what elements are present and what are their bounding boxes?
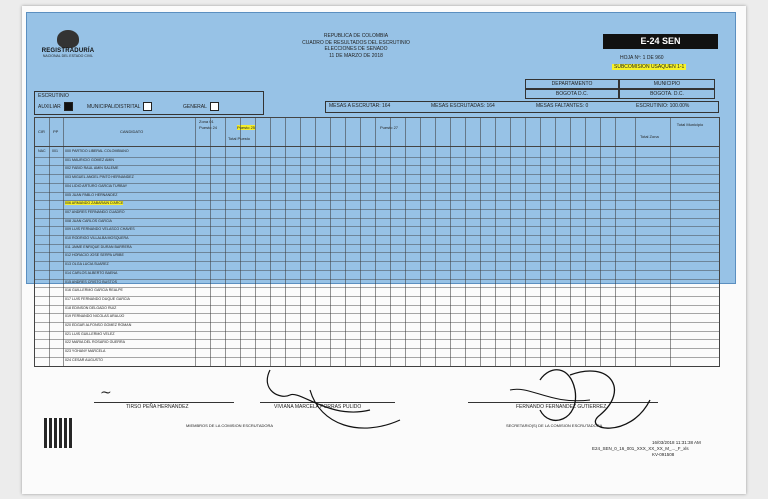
qr-code-icon bbox=[44, 418, 74, 448]
escrutinio-title: ESCRUTINIO bbox=[38, 93, 69, 99]
table-row-line bbox=[35, 244, 719, 245]
table-row-candidate: 001 MAURICIO GOMEZ AMIN bbox=[65, 157, 114, 162]
signer-3-name: FERNANDO FERNANDEZ GUTIERREZ bbox=[516, 404, 607, 410]
table-column-line bbox=[405, 118, 406, 366]
page-number: HOJA Nº: 1 DE 960 bbox=[620, 55, 664, 61]
table-column-line bbox=[195, 118, 196, 366]
table-row-candidate: 012 HORACIO JOSE SERPA URIBE bbox=[65, 253, 124, 258]
table-row-candidate: 023 YOHANY MARCELA bbox=[65, 349, 106, 354]
table-column-line bbox=[285, 118, 286, 366]
col-candidato: CANDIDATO bbox=[120, 129, 144, 134]
signer-1-name: TIRSO PEÑA HERNANDEZ bbox=[126, 404, 189, 410]
col-pp: PP bbox=[53, 129, 59, 134]
table-column-line bbox=[210, 118, 211, 366]
escrutinio-percent: ESCRUTINIO: 100.00% bbox=[636, 103, 690, 109]
table-row-line bbox=[35, 157, 719, 158]
table-column-line bbox=[670, 118, 671, 366]
table-row-candidate: 007 ANDRES FERNANDO CUADRO bbox=[65, 209, 125, 214]
table-row-candidate: 005 JUAN PABLO HERNANDEZ bbox=[65, 192, 118, 197]
zona-label: Zona 01 bbox=[199, 119, 214, 124]
form-code-badge: E-24 SEN bbox=[603, 34, 718, 49]
total-municipio-label: Total Municipio bbox=[676, 122, 704, 127]
coat-of-arms-icon bbox=[57, 30, 79, 48]
checkbox-empty-icon bbox=[143, 102, 152, 111]
table-column-line bbox=[555, 118, 556, 366]
table-column-line bbox=[540, 118, 541, 366]
puesto-25-label: Puesto 25 bbox=[237, 125, 256, 130]
table-header bbox=[35, 118, 719, 147]
table-row-line bbox=[35, 339, 719, 340]
table-row-line bbox=[35, 279, 719, 280]
signature-1: ~ bbox=[100, 385, 112, 401]
table-column-line bbox=[300, 118, 301, 366]
total-puesto-label: Total Puesto bbox=[228, 136, 251, 141]
table-row-line bbox=[35, 165, 719, 166]
table-row-candidate: 017 LUIS FERNANDO DUQUE GARCIA bbox=[65, 296, 130, 301]
results-table bbox=[34, 117, 720, 367]
col-cir: CIR bbox=[38, 129, 45, 134]
table-column-line bbox=[255, 118, 256, 366]
table-column-line bbox=[635, 118, 636, 366]
table-row-line bbox=[35, 357, 719, 358]
mesas-escrutadas: MESAS ESCRUTADAS: 164 bbox=[431, 103, 495, 109]
table-row-line bbox=[35, 331, 719, 332]
table-column-line bbox=[465, 118, 466, 366]
table-row-line bbox=[35, 200, 719, 201]
table-row-candidate: 013 OLGA LUCIA SUAREZ bbox=[65, 262, 109, 267]
puesto-24-label: Puesto 24 bbox=[199, 125, 218, 130]
table-row-line bbox=[35, 322, 719, 323]
table-row-candidate: 019 FERNANDO NICOLAS ARAUJO bbox=[65, 314, 125, 319]
table-row-line bbox=[35, 183, 719, 184]
table-column-line bbox=[390, 118, 391, 366]
table-column-line bbox=[585, 118, 586, 366]
table-row-candidate: 014 CARLOS ALBERTO BAENA bbox=[65, 270, 118, 275]
table-row-candidate: 011 JAIME ENRIQUE DURAN BARRERA bbox=[65, 244, 132, 249]
mun-label: MUNICIPIO bbox=[619, 79, 715, 89]
pp-value: 001 bbox=[52, 149, 58, 153]
table-column-line bbox=[330, 118, 331, 366]
table-row-line bbox=[35, 209, 719, 210]
header-line-3: ELECCIONES DE SENADO bbox=[324, 46, 388, 52]
table-column-line bbox=[510, 118, 511, 366]
table-column-line bbox=[375, 118, 376, 366]
table-row-line bbox=[35, 174, 719, 175]
header-line-1: REPUBLICA DE COLOMBIA bbox=[323, 33, 389, 39]
table-row-line bbox=[35, 261, 719, 262]
role-members: MIEMBROS DE LA COMISION ESCRUTADORA bbox=[186, 423, 274, 428]
registraduria-logo: REGISTRADURÍA NACIONAL DEL ESTADO CIVIL bbox=[36, 30, 100, 64]
table-column-line bbox=[450, 118, 451, 366]
table-row-line bbox=[35, 305, 719, 306]
checkbox-checked-icon bbox=[64, 102, 73, 111]
table-row-candidate: 003 MIGUEL ANGEL PINTO HERNANDEZ bbox=[65, 175, 134, 180]
option-municipal: MUNICIPAL/DISTRITAL bbox=[87, 102, 152, 111]
table-column-line bbox=[345, 118, 346, 366]
table-column-line bbox=[63, 118, 64, 366]
checkbox-empty-icon bbox=[210, 102, 219, 111]
table-column-line bbox=[315, 118, 316, 366]
mun-value: BOGOTA. D.C. bbox=[619, 89, 715, 99]
table-column-line bbox=[525, 118, 526, 366]
table-column-line bbox=[49, 118, 50, 366]
table-row-candidate: 006 ARMANDO ZABARAIN D'ARCE bbox=[65, 201, 124, 206]
header-line-2: CUADRO DE RESULTADOS DEL ESCRUTINIO bbox=[302, 39, 410, 46]
table-column-line bbox=[435, 118, 436, 366]
signer-2-name: VIVIANA MARCELA PORRAS PULIDO bbox=[274, 404, 362, 410]
puesto-27-label: Puesto 27 bbox=[380, 125, 399, 130]
table-row-line bbox=[35, 270, 719, 271]
dept-label: DEPARTAMENTO bbox=[525, 79, 619, 89]
subcomision-label: SUBCOMISION USAQUEN 1-1 bbox=[614, 64, 685, 70]
header-line-4: 11 DE MARZO DE 2018 bbox=[329, 52, 383, 59]
table-column-line bbox=[480, 118, 481, 366]
table-row-line bbox=[35, 287, 719, 288]
footer-timestamp: 16/03/2018 11:31:38 AM bbox=[652, 440, 701, 445]
footer-metadata bbox=[592, 440, 701, 458]
location-table bbox=[525, 79, 715, 97]
table-row-line bbox=[35, 192, 719, 193]
document-header bbox=[276, 33, 436, 59]
option-auxiliar: AUXILIAR bbox=[38, 102, 73, 111]
table-row-line bbox=[35, 296, 719, 297]
table-row-line bbox=[35, 235, 719, 236]
escrutinio-box bbox=[34, 91, 264, 115]
table-row-line bbox=[35, 348, 719, 349]
table-row-candidate: 009 LUIS FERNANDO VELASCO CHAVES bbox=[65, 227, 135, 232]
mesas-a-escrutar: MESAS A ESCRUTAR: 164 bbox=[329, 103, 391, 109]
table-row-candidate: 000 PARTIDO LIBERAL COLOMBIANO bbox=[65, 149, 129, 153]
table-column-line bbox=[360, 118, 361, 366]
signature-line-1 bbox=[94, 402, 234, 403]
table-row-candidate: 008 JUAN CARLOS GARCIA bbox=[65, 218, 112, 223]
table-row-candidate: 024 CESAR AUGUSTO bbox=[65, 357, 103, 362]
table-row-candidate: 020 EDGAR ALFONSO GOMEZ ROMAN bbox=[65, 323, 132, 327]
table-row-line bbox=[35, 252, 719, 253]
table-column-line bbox=[600, 118, 601, 366]
table-row-candidate: 004 LIDIO ARTURO GARCIA TURBAY bbox=[65, 183, 128, 188]
table-row-candidate: 010 RODRIGO VILLALBA MOSQUERA bbox=[65, 236, 129, 240]
dept-value: BOGOTA D.C. bbox=[525, 89, 619, 99]
table-column-line bbox=[615, 118, 616, 366]
handwritten-signatures bbox=[250, 360, 710, 440]
table-row-candidate: 022 MARIA DEL ROSARIO GUERRA bbox=[65, 340, 125, 345]
footer-ref-2: KV-091508 bbox=[652, 452, 675, 457]
table-column-line bbox=[495, 118, 496, 366]
table-column-line bbox=[420, 118, 421, 366]
table-row-candidate: 018 EDINSON DELGADO RUIZ bbox=[65, 305, 117, 310]
mesas-faltantes: MESAS FALTANTES: 0 bbox=[536, 103, 589, 109]
table-row-candidate: 002 FABIO RAUL AMIN SALEME bbox=[65, 166, 119, 171]
table-column-line bbox=[240, 118, 241, 366]
table-row-candidate: 015 ANDRES CRISTO BUSTOS bbox=[65, 279, 117, 284]
table-row-line bbox=[35, 313, 719, 314]
role-secretaries: SECRETARIO(S) DE LA COMISION ESCRUTADORA bbox=[506, 423, 603, 428]
mesas-summary bbox=[325, 101, 719, 113]
option-general: GENERAL bbox=[183, 102, 219, 111]
total-zona-label: Total Zona bbox=[640, 134, 659, 139]
table-row-line bbox=[35, 218, 719, 219]
cir-value: NAC bbox=[38, 149, 46, 153]
table-column-line bbox=[570, 118, 571, 366]
table-row-candidate: 016 GUILLERMO GARCIA REALPE bbox=[65, 288, 123, 293]
table-column-line bbox=[270, 118, 271, 366]
footer-ref-1: E24_SEN_0_16_001_XXX_XX_XX_M_..._F_xls bbox=[592, 446, 689, 451]
table-column-line bbox=[225, 118, 226, 366]
table-row-candidate: 021 LUIS GUILLERMO VELEZ bbox=[65, 331, 115, 336]
table-row-line bbox=[35, 226, 719, 227]
